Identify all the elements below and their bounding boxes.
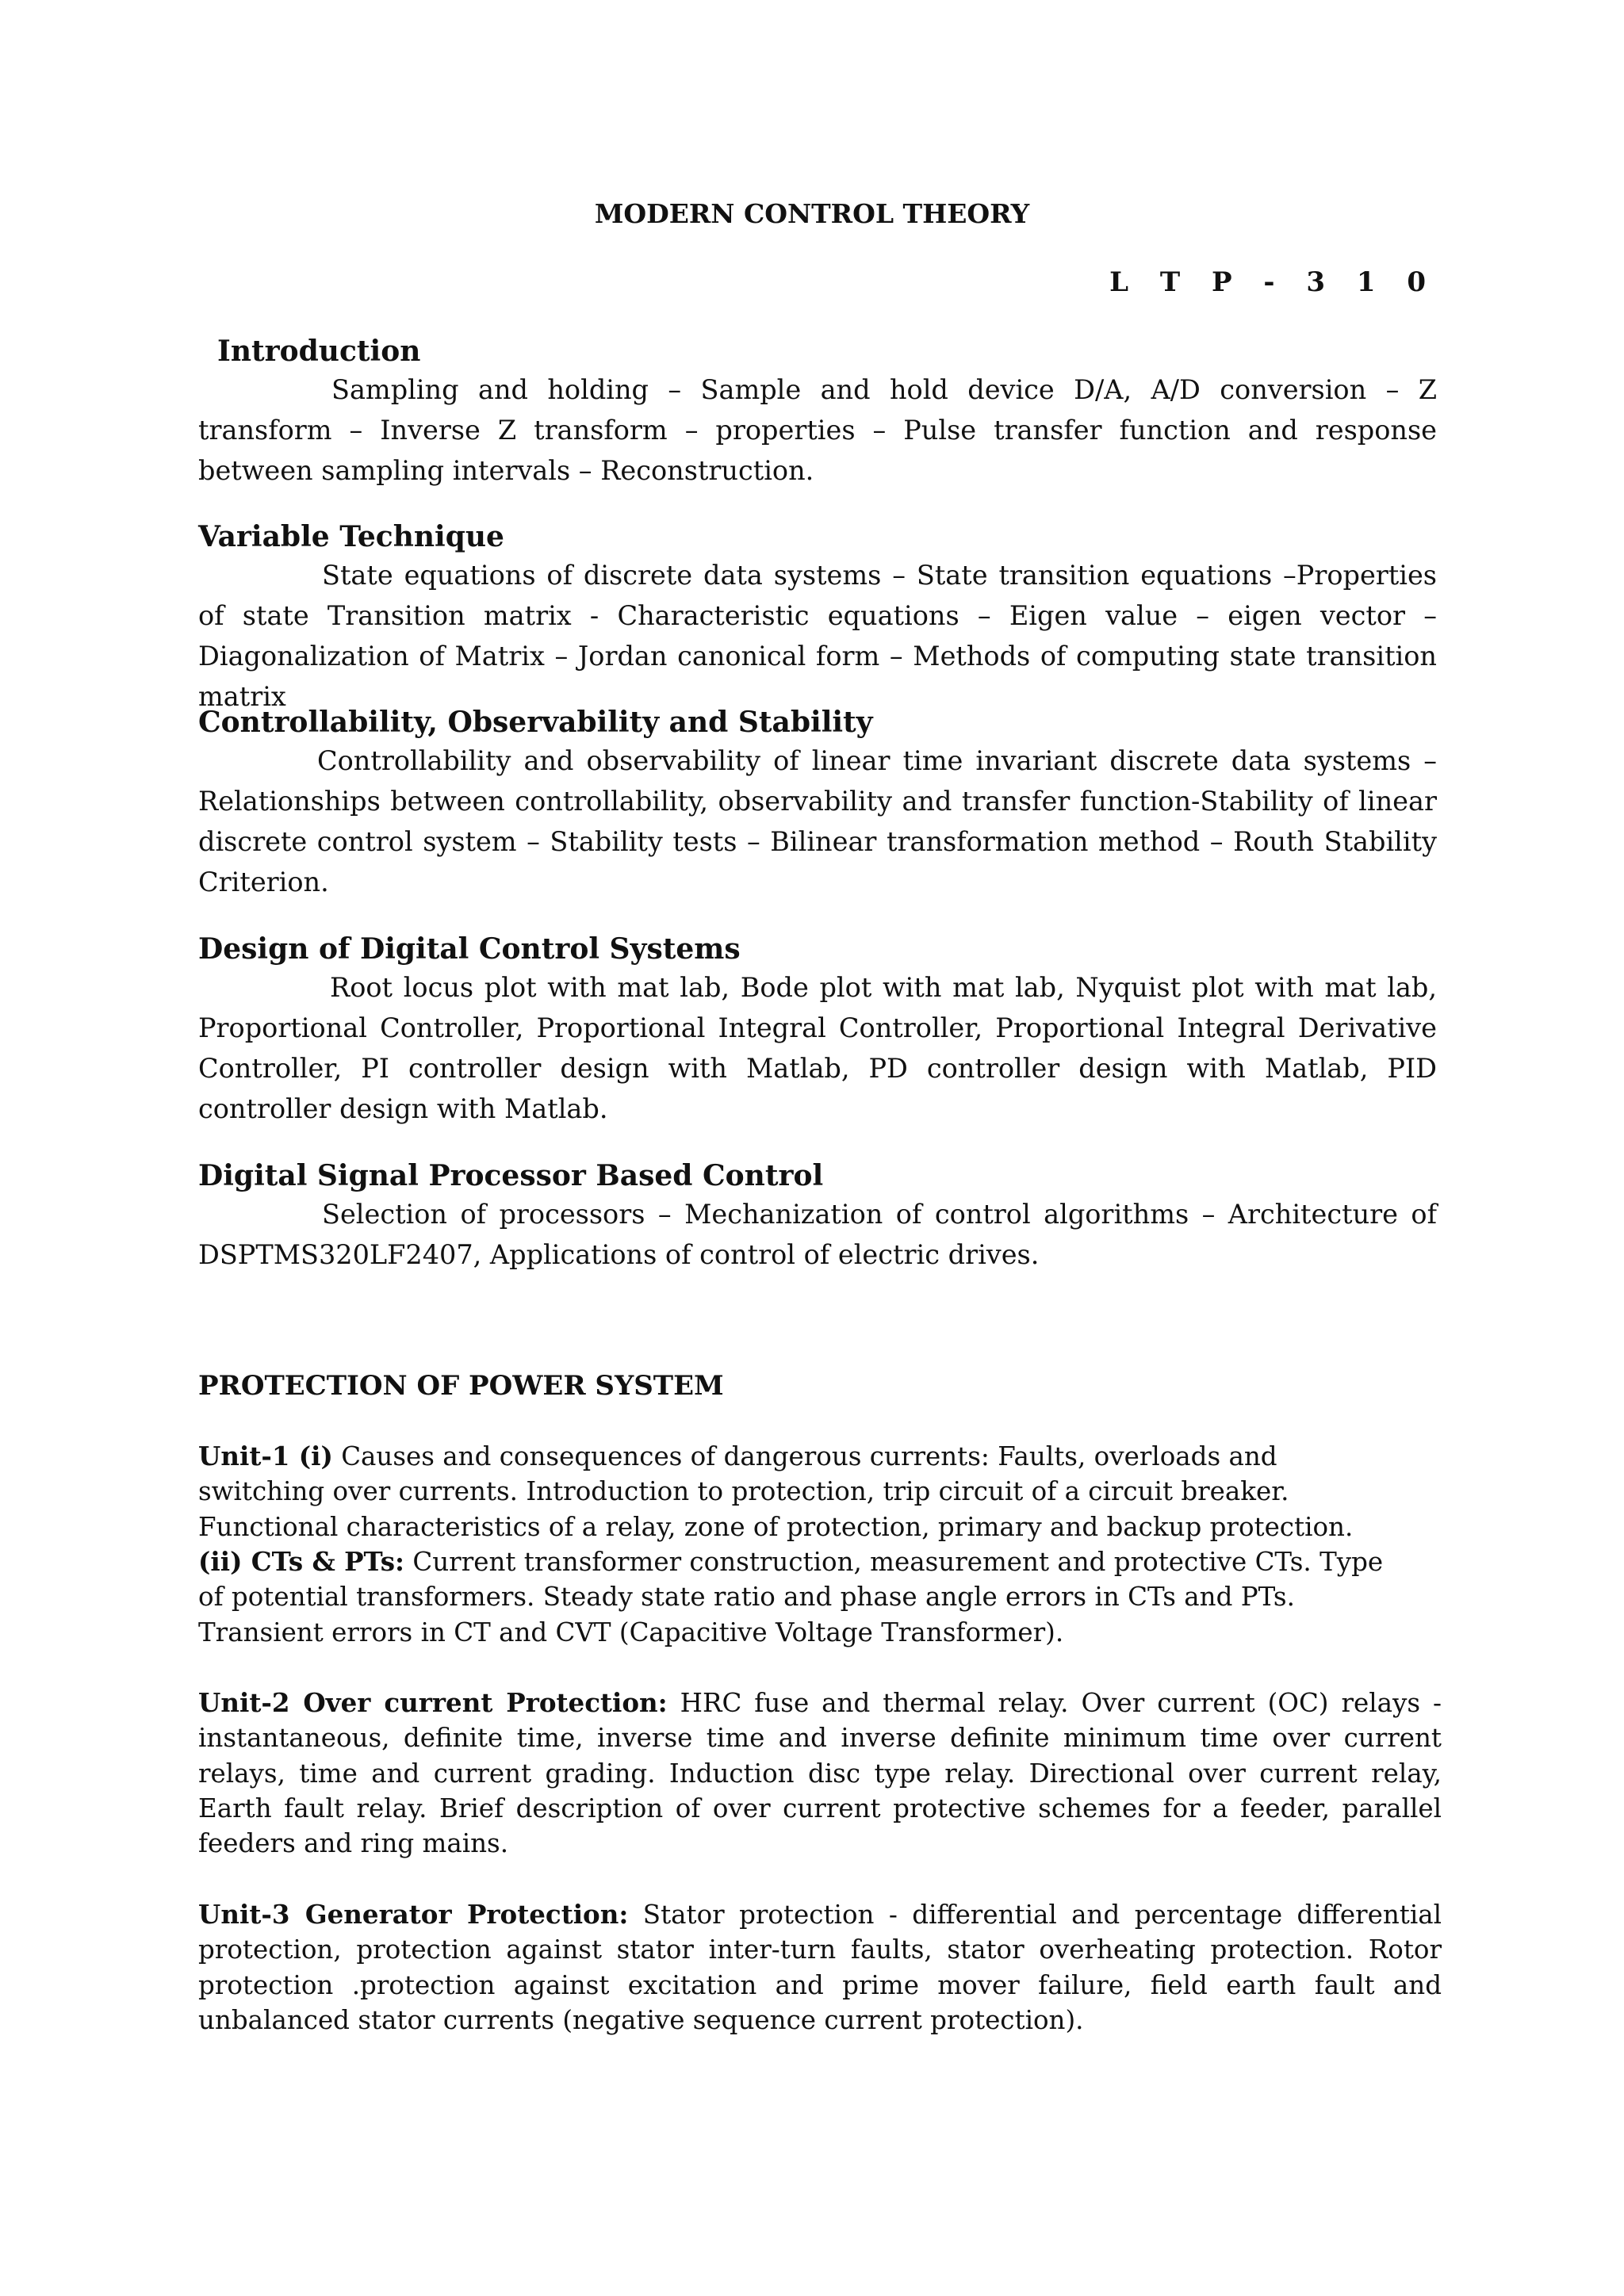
course-title-protection-power-system: PROTECTION OF POWER SYSTEM — [198, 1370, 724, 1402]
section-body: Controllability and observability of linear time invariant discrete data systems – Relationships between controllability, observability and transfer function-Stability of linear discrete control system – Stability tests – Bilinear transformation method – Routh Stability Criterion. — [198, 745, 1437, 897]
section-heading: Variable Technique — [198, 520, 504, 553]
section-dsp-control — [198, 1158, 1437, 1275]
unit-1-part-ii — [198, 1544, 1388, 1650]
unit-label: Unit-2 Over current Protection: — [198, 1687, 668, 1718]
ltp-credits: L T P - 3 1 0 — [1109, 266, 1437, 298]
section-heading: Digital Signal Processor Based Control — [198, 1159, 824, 1192]
section-controllability — [198, 704, 1437, 902]
section-variable-technique — [198, 519, 1437, 717]
section-body: Root locus plot with mat lab, Bode plot with mat lab, Nyquist plot with mat lab, Proportional Controller, Proportional Integral Controller, Proportional Integral Derivative Controller, PI controller design with Matlab, PD controller design with Matlab, PID controller design with Matlab. — [198, 972, 1437, 1124]
section-design-digital-control — [198, 931, 1437, 1129]
unit-label: Unit-1 (i) — [198, 1441, 333, 1471]
unit-3 — [198, 1897, 1442, 2038]
section-heading: Design of Digital Control Systems — [198, 932, 741, 966]
section-body: State equations of discrete data systems – State transition equations –Properties of state Transition matrix - Characteristic equations – Eigen value – eigen vector – Diagonalization of Matrix – Jordan canonical form – Methods of computing state transition matrix — [198, 560, 1437, 712]
section-introduction — [198, 333, 1437, 491]
unit-text: HRC fuse and thermal relay. Over current (OC) relays - instantaneous, definite time, inverse time and inverse definite minimum time over current relays, time and current grading. Induction disc type relay. Directional over current relay, Earth fault relay. Brief description of over current protective schemes for a feeder, parallel feeders and ring mains. — [198, 1688, 1442, 1859]
section-heading: Introduction — [217, 335, 421, 368]
unit-text: Causes and consequences of dangerous currents: Faults, overloads and switching over currents. Introduction to protection, trip circuit of a circuit breaker. Functional characteristics of a relay, zone of protection, primary and backup protection. — [198, 1441, 1354, 1542]
unit-text: Current transformer construction, measurement and protective CTs. Type of potential transformers. Steady state ratio and phase angle errors in CTs and PTs. Transient errors in CT and CVT (Capacitive Voltage Transformer). — [198, 1547, 1384, 1647]
unit-2 — [198, 1686, 1442, 1861]
section-body: Selection of processors – Mechanization of control algorithms – Architecture of DSPTMS320LF2407, Applications of control of electric drives. — [198, 1199, 1437, 1270]
unit-label: (ii) CTs & PTs: — [198, 1546, 405, 1577]
unit-1-part-i — [198, 1439, 1388, 1544]
section-heading: Controllability, Observability and Stability — [198, 706, 873, 739]
unit-label: Unit-3 Generator Protection: — [198, 1899, 629, 1930]
course-title-modern-control-theory: MODERN CONTROL THEORY — [594, 198, 1030, 229]
section-body: Sampling and holding – Sample and hold device D/A, A/D conversion – Z transform – Inverse Z transform – properties – Pulse transfer function and response between sampling intervals – Reconstruction. — [198, 374, 1437, 486]
unit-text: Stator protection - differential and percentage differential protection, protection against stator inter-turn faults, stator overheating protection. Rotor protection .protection against excitation and prime mover failure, field earth fault and unbalanced stator currents (negative sequence current protection). — [198, 1900, 1442, 2035]
